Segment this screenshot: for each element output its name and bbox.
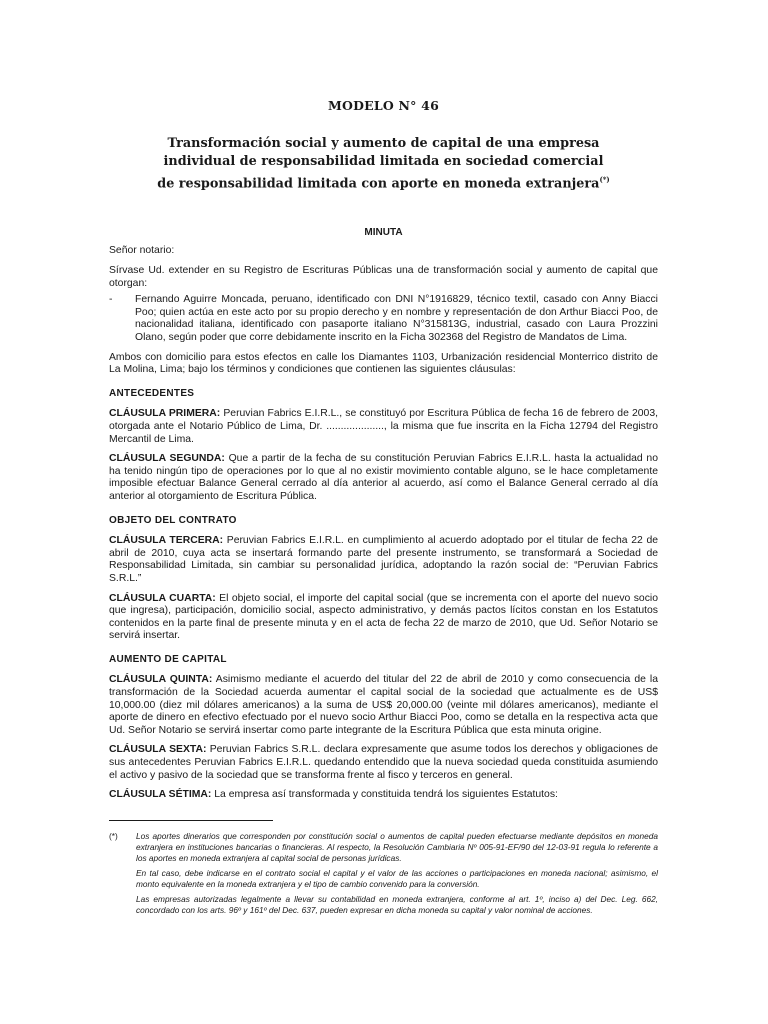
clause-text: Peruvian Fabrics S.R.L. declara expresamente que asume todos los derechos y obligaciones de sus antecedentes Peruvian Fabrics E.I.R.L. quedando entendido que la nueva sociedad queda constituida asumiendo el activo y pasivo de la sociedad que se transforma frente al fisco y terceros en general.	[109, 744, 658, 781]
clause-cuarta	[109, 593, 658, 643]
footnote	[109, 831, 658, 920]
clause-quinta	[109, 674, 658, 737]
clause-tercera	[109, 535, 658, 585]
clause-text: Que a partir de la fecha de su constitución Peruvian Fabrics E.I.R.L. hasta la actualidad no ha tenido ningún tipo de operaciones por lo que al no existir movimiento contable alguno, se le hace completamente imposible efectuar Balance General cerrado al día anterior al acuerdo, así como el Balance General cerrado al día anterior al otorgamiento de Escritura Pública.	[109, 453, 658, 502]
footnote-paragraph-1: Los aportes dinerarios que corresponden por constitución social o aumentos de capital pueden efectuarse mediante depósitos en moneda extranjera en instituciones bancarias o financieras. Al respecto, la Resolución Cambiaria Nº 005-91-EF/90 del 12-03-91 regula lo referente a los aportes en moneda extranjera al capital social de personas jurídicas.	[136, 830, 658, 863]
document-page	[109, 96, 658, 920]
clause-segunda	[109, 453, 658, 503]
clause-primera	[109, 408, 658, 446]
party-list-item	[109, 294, 658, 344]
clause-label: CLÁUSULA SEGUNDA:	[109, 453, 225, 465]
clause-sexta	[109, 744, 658, 782]
section-antecedentes: ANTECEDENTES	[109, 387, 195, 399]
title-line-2: individual de responsabilidad limitada en sociedad comercial	[163, 153, 604, 169]
section-aumento: AUMENTO DE CAPITAL	[109, 653, 227, 665]
footnote-divider	[109, 820, 273, 821]
list-dash: -	[109, 294, 113, 306]
document-title	[109, 135, 658, 193]
clause-label: CLÁUSULA QUINTA:	[109, 674, 213, 686]
clause-label: CLÁUSULA TERCERA:	[109, 535, 224, 547]
section-objeto: OBJETO DEL CONTRATO	[109, 514, 237, 526]
clause-label: CLÁUSULA PRIMERA:	[109, 408, 221, 420]
clause-label: CLÁUSULA SÉTIMA:	[109, 789, 212, 801]
clause-text: Asimismo mediante el acuerdo del titular del 22 de abril de 2010 y como consecuencia de la transformación de la Sociedad acuerda aumentar el capital social de la sociedad que actualmente es de US$ 10,000.00 (diez mil dólares americanos) a la suma de US$ 20,000.00 (veinte mil dólares americanos), mediante el aporte de dinero en efectivo efectuado por el nuevo socio Arthur Biacci Poo, como se detalla en la respectiva acta que Ud. Señor Notario se servirá insertar como parte integrante de la Escritura Pública que esta minuta origine.	[109, 674, 658, 736]
title-footnote-ref: (*)	[599, 174, 610, 184]
title-line-1: Transformación social y aumento de capital de una empresa	[167, 135, 600, 151]
model-number: MODELO N° 46	[328, 98, 439, 113]
footnote-body	[136, 831, 658, 920]
clause-text: La empresa así transformada y constituida tendrá los siguientes Estatutos:	[211, 789, 558, 801]
footnote-paragraph-2: En tal caso, debe indicarse en el contrato social el capital y el valor de las acciones o participaciones en moneda nacional; asimismo, el monto equivalente en la moneda extranjera y el tipo de cambio convenido para la conversión.	[136, 867, 658, 889]
clause-text: Peruvian Fabrics E.I.R.L. en cumplimiento al acuerdo adoptado por el titular de fecha 22 de abril de 2010, cuya acta se insertará formando parte del presente instrumento, se transformará a Sociedad de Responsabilidad Limitada, sin cambiar su personalidad jurídica, adoptando la razón social de: “Peruvian Fabrics S.R.L.”	[109, 535, 659, 584]
footnote-paragraph-3: Las empresas autorizadas legalmente a llevar su contabilidad en moneda extranjera, conforme al art. 1º, inciso a) del Dec. Leg. 662, concordado con los arts. 96º y 161º del Dec. 637, pueden expresar en dicha moneda su capital y valor nominal de acciones.	[136, 893, 658, 915]
clause-label: CLÁUSULA SEXTA:	[109, 744, 207, 756]
footnote-mark: (*)	[109, 830, 118, 841]
intro-paragraph: Sírvase Ud. extender en su Registro de Escrituras Públicas una de transformación social y aumento de capital que otorgan:	[109, 265, 658, 289]
salutation: Señor notario:	[109, 245, 175, 257]
clause-setima	[109, 789, 658, 802]
title-line-3: de responsabilidad limitada con aporte en moneda extranjera	[157, 175, 600, 191]
clause-text: Peruvian Fabrics E.I.R.L., se constituyó por Escritura Pública de fecha 16 de febrero de 2003, otorgada ante el Notario Público de Lima, Dr. ...................., la misma que fue inscrita en la Ficha 12794 del Registro Mercantil de Lima.	[109, 408, 658, 445]
clause-label: CLÁUSULA CUARTA:	[109, 592, 216, 604]
domicile-paragraph: Ambos con domicilio para estos efectos en calle los Diamantes 1103, Urbanización residencial Monterrico distrito de La Molina, Lima; bajo los términos y condiciones que contienen las siguientes cláusulas:	[109, 351, 658, 376]
clause-text: El objeto social, el importe del capital social (que se incrementa con el aporte del nuevo socio que ingresa), participación, domicilio social, aspecto administrativo, y demás pactos lícitos constan en los Estatutos contenidos en la parte final de presente minuta y en el acta de fecha 22 de marzo de 2010, que Ud. Señor Notario se servirá insertar.	[109, 592, 658, 642]
party-description: Fernando Aguirre Moncada, peruano, identificado con DNI N°1916829, técnico textil, casado con Anny Biacci Poo; quien actúa en este acto por su propio derecho y en nombre y representación de don Arthur Biacci Poo, de nacionalidad italiana, identificado con pasaporte italiano N°315813G, industrial, casado con Laura Prozzini Olano, según poder que corre debidamente inscrito en la Ficha 302368 del Registro de Mandatos de Lima.	[135, 294, 658, 344]
minuta-heading: MINUTA	[364, 226, 403, 238]
